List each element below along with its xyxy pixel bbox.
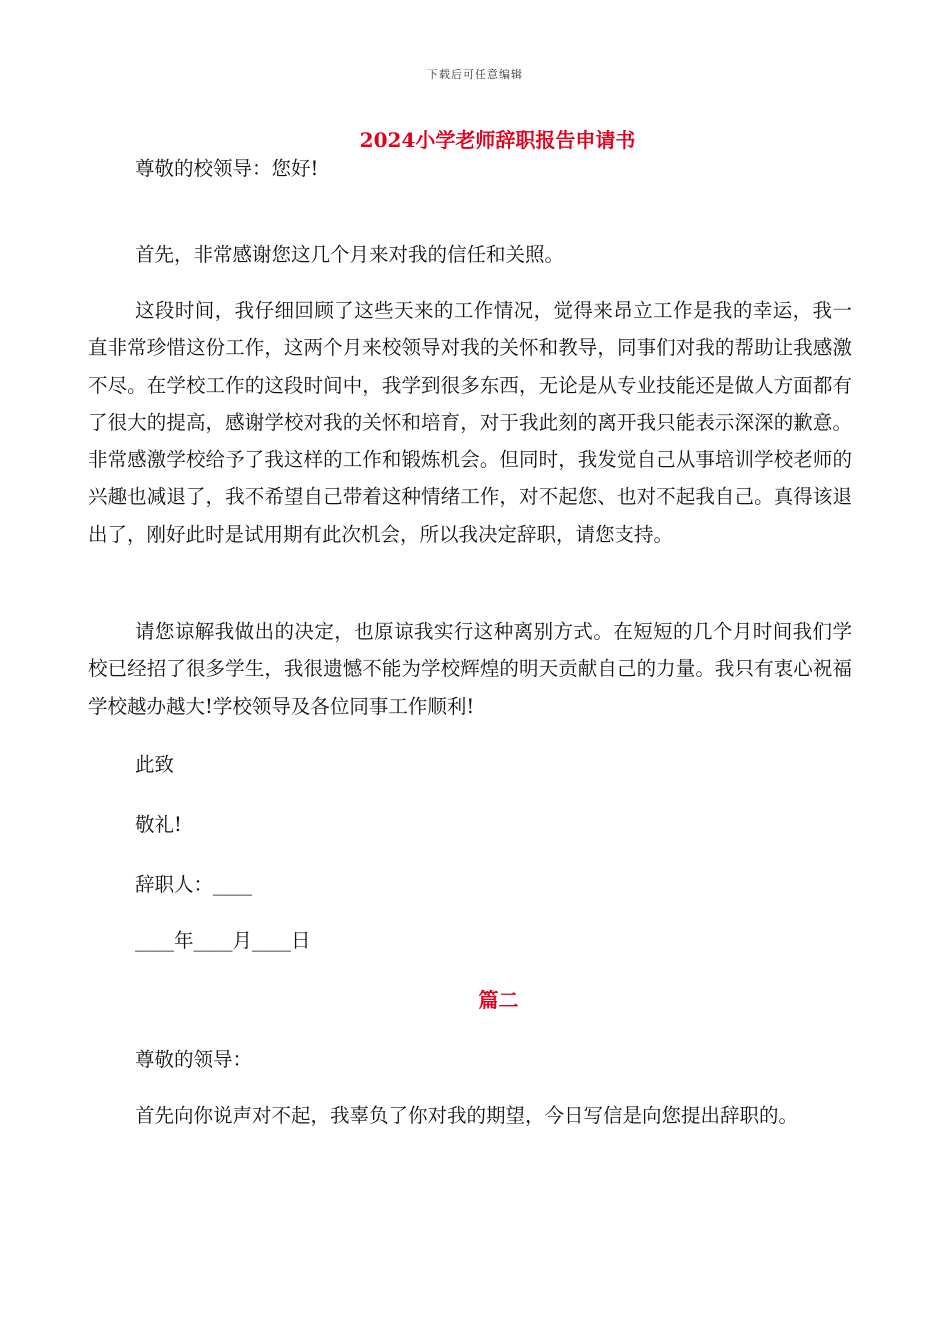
letter-paragraph-3: 请您谅解我做出的决定，也原谅我实行这种离别方式。在短短的几个月时间我们学校已经招了很多学生，我很遗憾不能为学校辉煌的明天贡献自己的力量。我只有衷心祝福学校越办越大!学校领导及各位同事工作顺利! <box>88 620 852 718</box>
closing-line-1: 此致 <box>135 753 175 776</box>
signer-line: 辞职人：____ <box>135 873 253 896</box>
section2-salutation: 尊敬的领导： <box>135 1048 253 1071</box>
letter-paragraph-1: 首先，非常感谢您这几个月来对我的信任和关照。 <box>135 243 565 266</box>
letter-salutation: 尊敬的校领导：您好! <box>135 157 319 180</box>
header-note: 下载后可任意编辑 <box>427 68 523 81</box>
document-title: 2024小学老师辞职报告申请书 <box>359 128 636 152</box>
section2-paragraph-1: 首先向你说声对不起，我辜负了你对我的期望，今日写信是向您提出辞职的。 <box>135 1104 799 1127</box>
letter-paragraph-2: 这段时间，我仔细回顾了这些天来的工作情况，觉得来昂立工作是我的幸运，我一直非常珍惜这份工作，这两个月来校领导对我的关怀和教导，同事们对我的帮助让我感激不尽。在学校工作的这段时间中，我学到很多东西，无论是从专业技能还是做人方面都有了很大的提高，感谢学校对我的关怀和培育，对于我此刻的离开我只能表示深深的歉意。非常感激学校给予了我这样的工作和锻炼机会。但同时，我发觉自己从事培训学校老师的兴趣也减退了，我不希望自己带着这种情绪工作，对不起您、也对不起我自己。真得该退出了，刚好此时是试用期有此次机会，所以我决定辞职，请您支持。 <box>88 299 852 546</box>
section-title: 篇二 <box>478 988 519 1012</box>
closing-line-2: 敬礼! <box>135 813 182 836</box>
date-line: ____年____月____日 <box>135 929 311 952</box>
